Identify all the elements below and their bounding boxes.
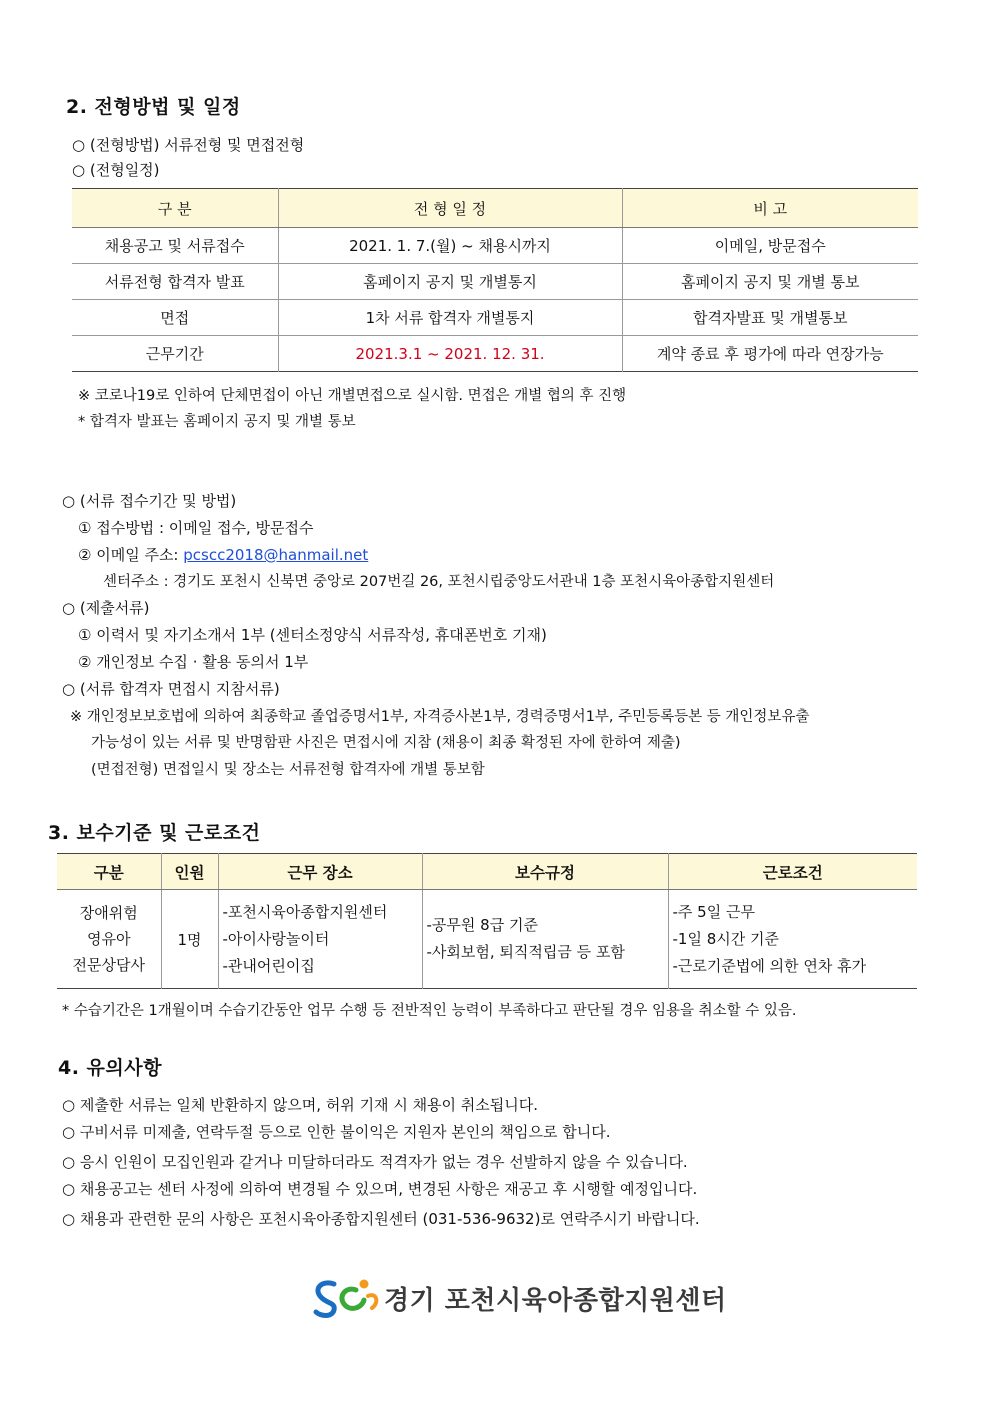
- documents-item-2: ② 개인정보 수집 · 활용 동의서 1부: [78, 653, 309, 671]
- table-header: 비 고: [622, 189, 918, 228]
- table-cell: 2021. 1. 7.(월) ~ 채용시까지: [278, 228, 622, 264]
- table-row: [57, 890, 917, 989]
- notice-item: ○ 제출한 서류는 일체 반환하지 않으며, 허위 기재 시 채용이 취소됩니다.: [62, 1096, 539, 1114]
- center-address: 센터주소 : 경기도 포천시 신북면 중앙로 207번길 26, 포천시립중앙도서관내 1층 포천시육아종합지원센터: [103, 574, 775, 590]
- table-cell: 근무기간: [72, 336, 278, 372]
- table-header: 근로조건: [668, 854, 917, 890]
- section-heading-2: 2. 전형방법 및 일정: [66, 96, 241, 118]
- work-period-cell: 2021.3.1 ~ 2021. 12. 31.: [278, 336, 622, 372]
- location-cell: [218, 890, 422, 989]
- interview-heading: ○ (서류 합격자 면접시 지참서류): [62, 680, 280, 698]
- email-link[interactable]: pcscc2018@hanmail.net: [183, 546, 369, 564]
- conditions-cell: [668, 890, 917, 989]
- table-header: 인원: [161, 854, 218, 890]
- center-logo-icon: [312, 1274, 384, 1320]
- pay-line: -사회보험, 퇴직적립금 등 포함: [426, 943, 625, 961]
- table-cell: 채용공고 및 서류접수: [72, 228, 278, 264]
- table-header: 구 분: [72, 189, 278, 228]
- table-cell: 1차 서류 합격자 개별통지: [278, 300, 622, 336]
- location-line: -포천시육아종합지원센터: [222, 902, 388, 921]
- interview-note-3: (면접전형) 면접일시 및 장소는 서류전형 합격자에 개별 통보함: [91, 762, 485, 778]
- email-label: ② 이메일 주소:: [78, 546, 184, 564]
- notice-item: ○ 구비서류 미제출, 연락두절 등으로 인한 불이익은 지원자 본인의 책임으로 합니다.: [62, 1123, 611, 1141]
- category-cell: [57, 890, 161, 989]
- table-cell: 이메일, 방문접수: [622, 228, 918, 264]
- application-email-line: [78, 544, 368, 565]
- pay-cell: [422, 890, 668, 989]
- table-header: 근무 장소: [218, 854, 422, 890]
- table-row: [72, 300, 918, 336]
- table-row: [72, 264, 918, 300]
- interview-note-1: ※ 개인정보보호법에 의하여 최종학교 졸업증명서1부, 자격증사본1부, 경력증명서1부, 주민등록등본 등 개인정보유출: [70, 709, 810, 725]
- application-heading: ○ (서류 접수기간 및 방법): [62, 492, 237, 510]
- table-header: 보수규정: [422, 854, 668, 890]
- conditions-line: -근로기준법에 의한 연차 휴가: [672, 956, 867, 975]
- center-logo-text: 경기 포천시육아종합지원센터: [384, 1286, 727, 1316]
- notice-item: ○ 채용공고는 센터 사정에 의하여 변경될 수 있으며, 변경된 사항은 재공고 후 시행할 예정입니다.: [62, 1180, 698, 1198]
- table-header: 전 형 일 정: [278, 189, 622, 228]
- selection-method: ○ (전형방법) 서류전형 및 면접전형: [72, 136, 305, 154]
- category-line: 전문상담사: [72, 956, 145, 974]
- notice-item: ○ 응시 인원이 모집인원과 같거나 미달하더라도 적격자가 없는 경우 선발하지 않을 수 있습니다.: [62, 1153, 688, 1171]
- application-method: ① 접수방법 : 이메일 접수, 방문접수: [78, 519, 314, 537]
- section-heading-4: 4. 유의사항: [58, 1057, 162, 1079]
- conditions-line: -1일 8시간 기준: [672, 929, 779, 948]
- schedule-label: ○ (전형일정): [72, 161, 160, 179]
- table-cell: 홈페이지 공지 및 개별통지: [278, 264, 622, 300]
- table-cell: 합격자발표 및 개별통보: [622, 300, 918, 336]
- interview-note-2: 가능성이 있는 서류 및 반명함판 사진은 면접시에 지참 (채용이 최종 확정된 자에 한하여 제출): [91, 735, 681, 751]
- notice-item: ○ 채용과 관련한 문의 사항은 포천시육아종합지원센터 (031-536-9632)로 연락주시기 바랍니다.: [62, 1210, 700, 1228]
- announcement-note: * 합격자 발표는 홈페이지 공지 및 개별 통보: [78, 414, 356, 430]
- center-logo: [312, 1274, 727, 1320]
- conditions-line: -주 5일 근무: [672, 902, 755, 921]
- location-line: -관내어린이집: [222, 956, 315, 975]
- table-cell: 서류전형 합격자 발표: [72, 264, 278, 300]
- category-line: 영유아: [87, 930, 131, 948]
- table-header-row: [72, 189, 918, 228]
- table-cell: 계약 종료 후 평가에 따라 연장가능: [622, 336, 918, 372]
- documents-heading: ○ (제출서류): [62, 599, 150, 617]
- table-row: [72, 228, 918, 264]
- category-line: 장애위험: [79, 904, 138, 922]
- probation-note: * 수습기간은 1개월이며 수습기간동안 업무 수행 등 전반적인 능력이 부족하다고 판단될 경우 임용을 취소할 수 있음.: [62, 1003, 797, 1019]
- table-header: 구분: [57, 854, 161, 890]
- table-cell: 홈페이지 공지 및 개별 통보: [622, 264, 918, 300]
- pay-line: -공무원 8급 기준: [426, 916, 538, 934]
- table-cell: 면접: [72, 300, 278, 336]
- schedule-table: [72, 188, 918, 372]
- documents-item-1: ① 이력서 및 자기소개서 1부 (센터소정양식 서류작성, 휴대폰번호 기재): [78, 626, 547, 644]
- table-header-row: [57, 854, 917, 890]
- covid-note: ※ 코로나19로 인하여 단체면접이 아닌 개별면접으로 실시함. 면접은 개별 협의 후 진행: [78, 388, 627, 404]
- count-cell: 1명: [161, 890, 218, 989]
- pay-conditions-table: [57, 853, 917, 989]
- location-line: -아이사랑놀이터: [222, 929, 330, 948]
- table-row: [72, 336, 918, 372]
- section-heading-3: 3. 보수기준 및 근로조건: [48, 822, 261, 844]
